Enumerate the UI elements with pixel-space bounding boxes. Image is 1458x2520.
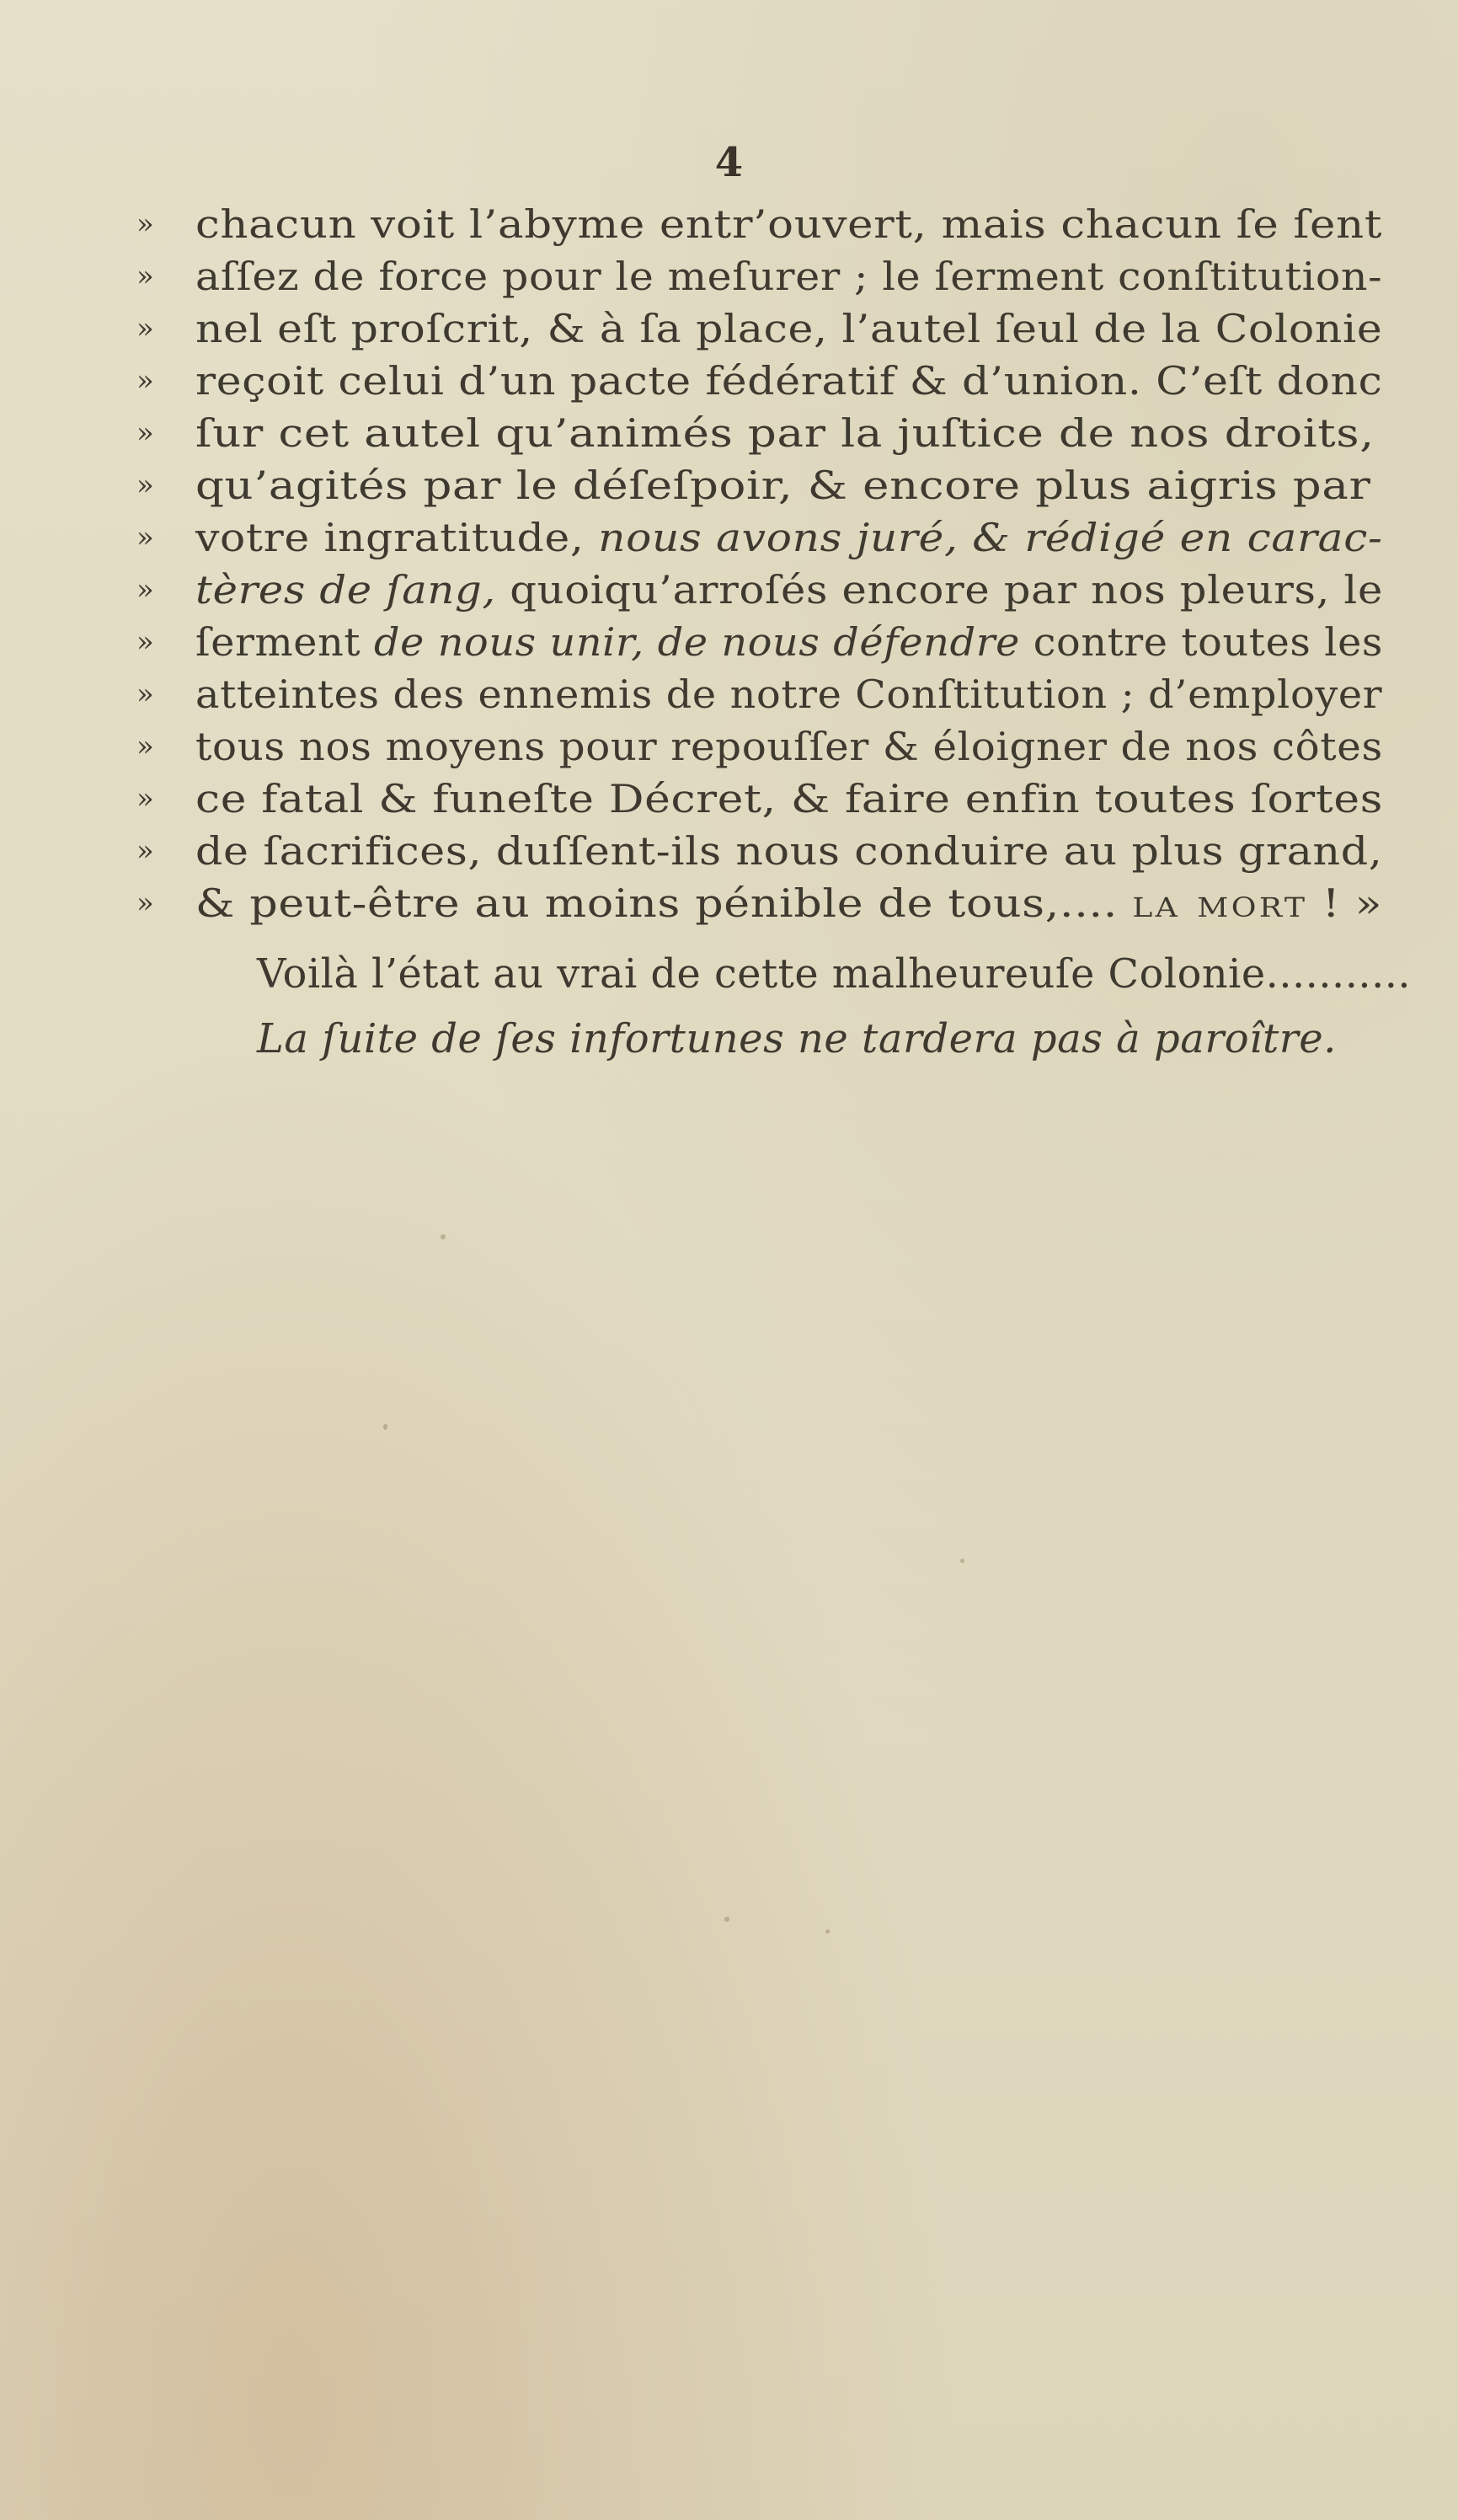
quote-mark: » xyxy=(136,312,155,345)
text-segment: nel eſt proſcrit, & à ſa place, l’autel ſeul de la Colonie xyxy=(195,306,1383,351)
line-text xyxy=(195,250,1382,302)
text-segment: contre toutes les xyxy=(1019,619,1384,665)
text-segment: nous avons juré, & rédigé en carac- xyxy=(598,515,1383,560)
line-text xyxy=(195,720,1383,773)
text-line xyxy=(136,302,1408,355)
text-segment: la mort xyxy=(1132,880,1308,926)
line-text xyxy=(195,302,1382,355)
quote-mark: » xyxy=(136,677,155,711)
text-segment: ſerment xyxy=(195,619,374,665)
quote-mark: » xyxy=(136,364,155,398)
text-line xyxy=(136,720,1408,773)
text-line xyxy=(136,407,1408,459)
quote-mark: » xyxy=(136,416,155,450)
text-segment: quoiqu’arroſés encore par nos pleurs, le xyxy=(510,567,1383,613)
line-text xyxy=(195,668,1382,720)
line-text xyxy=(195,407,1375,459)
quote-mark: » xyxy=(136,468,155,502)
quote-mark: » xyxy=(136,259,155,293)
quote-mark: » xyxy=(136,625,155,659)
paper-speck xyxy=(825,1929,830,1934)
text-segment: aſſez de force pour le meſurer ; le ſerment conſtitution- xyxy=(195,254,1383,299)
text-segment: ! » xyxy=(1307,880,1383,926)
paper-speck xyxy=(441,1234,446,1239)
paper-speck xyxy=(383,1424,387,1430)
quote-mark: » xyxy=(136,834,155,868)
text-line xyxy=(136,825,1408,877)
quote-mark: » xyxy=(136,886,155,920)
line-text xyxy=(195,616,1383,668)
line-text xyxy=(195,877,1382,929)
text-segment: tères de ſang, xyxy=(195,567,510,613)
text-line xyxy=(136,564,1408,616)
text-segment: atteintes des ennemis de notre Conſtitution ; d’employer xyxy=(195,671,1383,717)
quote-mark: » xyxy=(136,782,155,816)
text-segment: de nous unir, de nous défendre xyxy=(373,619,1020,665)
line-text xyxy=(195,773,1383,825)
line-text xyxy=(195,459,1371,511)
line-text xyxy=(195,825,1383,877)
text-line xyxy=(136,773,1408,825)
text-segment: qu’agités par le déſeſpoir, & encore plus aigris par xyxy=(195,463,1371,508)
line-text xyxy=(195,511,1383,564)
text-line xyxy=(136,250,1408,302)
text-segment: ce fatal & funeſte Décret, & faire enfin toutes ſortes xyxy=(195,776,1384,821)
quoted-passage xyxy=(136,198,1408,929)
text-segment: & peut-être au moins pénible de tous,.... xyxy=(195,880,1133,926)
closing-paragraph: Voilà l’état au vrai de cette malheureuſe Colonie........... xyxy=(257,950,1412,998)
line-text xyxy=(195,355,1383,407)
quote-mark: » xyxy=(136,573,155,607)
text-segment: ſur cet autel qu’animés par la juſtice de nos droits, xyxy=(195,410,1375,456)
text-segment: votre ingratitude, xyxy=(195,515,599,560)
text-segment: chacun voit l’abyme entr’ouvert, mais chacun ſe ſent xyxy=(195,201,1383,247)
text-line xyxy=(136,668,1408,720)
paper-speck xyxy=(960,1559,964,1563)
line-text xyxy=(195,198,1382,250)
text-line xyxy=(136,511,1408,564)
continuation-note: La ſuite de ſes infortunes ne tardera pas à paroître. xyxy=(257,1015,1337,1062)
text-line xyxy=(136,459,1408,511)
text-line xyxy=(136,355,1408,407)
text-line xyxy=(136,616,1408,668)
quote-mark: » xyxy=(136,207,155,241)
text-segment: reçoit celui d’un pacte fédératif & d’union. C’eſt donc xyxy=(195,358,1383,404)
line-text xyxy=(195,564,1383,616)
text-line xyxy=(136,198,1408,250)
text-segment: de ſacrifices, duſſent-ils nous conduire au plus grand, xyxy=(195,828,1383,874)
quote-mark: » xyxy=(136,730,155,763)
quote-mark: » xyxy=(136,521,155,554)
text-segment: tous nos moyens pour repouſſer & éloigner de nos côtes xyxy=(195,724,1383,769)
text-line xyxy=(136,877,1408,929)
paper-speck xyxy=(724,1917,729,1922)
page-number: 4 xyxy=(714,139,744,186)
